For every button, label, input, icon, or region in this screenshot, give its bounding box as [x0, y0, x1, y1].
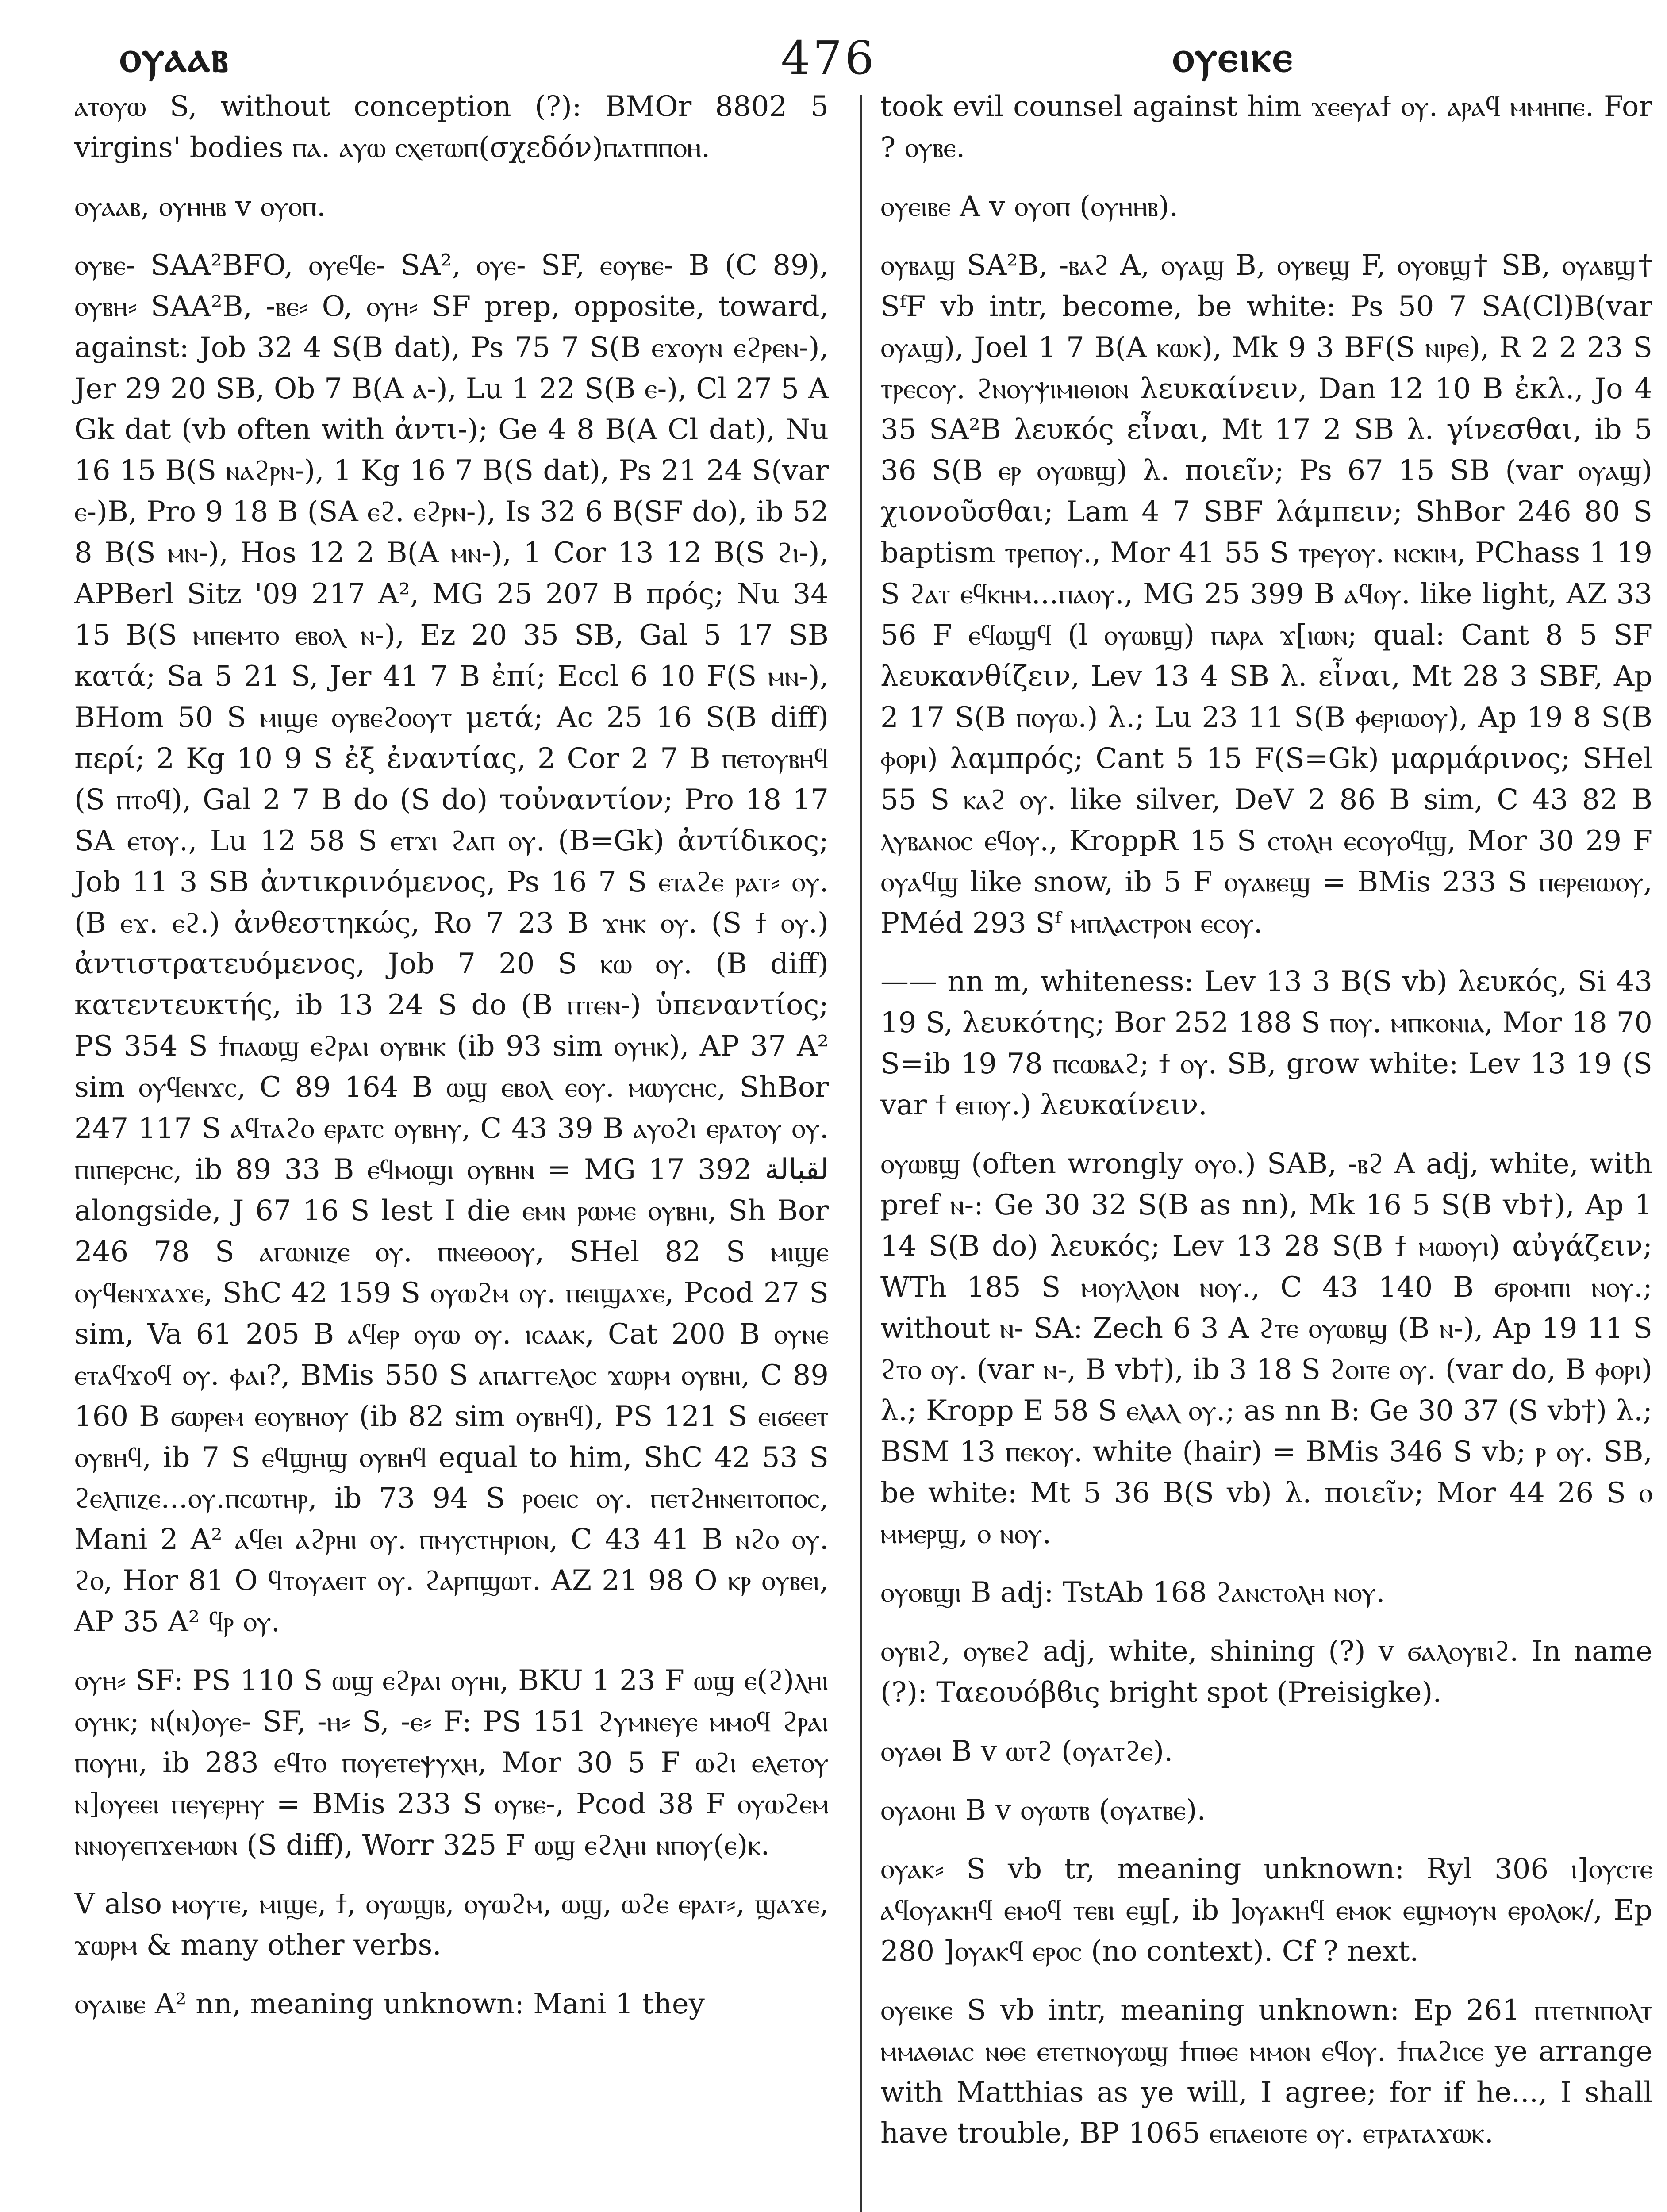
entry-ouobshi: ⲟⲩⲟⲃϣⲓ B adj: TstAb 168 ϩⲁⲛⲥⲧⲟⲗⲏ ⲛⲟⲩ. — [880, 1576, 1385, 1609]
page-number: 476 — [781, 31, 877, 85]
entry-oubash-noun: —— nn m, whiteness: Lev 13 3 B(S vb) λευκός, Si 43 19 S, λευκότης; Bor 252 188 S ⲡⲟⲩ. ⲙⲡⲕⲟⲛⲓⲁ, Mor 18 70 S=ib 19 78 ⲡⲥⲱⲃⲁϩ; ϯ ⲟⲩ. SB, grow white: Lev 13 19 (S var ϯ ⲉⲡⲟⲩ.) λευκαίνειν. — [880, 965, 1652, 1122]
entry-ouathi: ⲟⲩⲁⲑⲓ B v ⲱⲧϩ (ⲟⲩⲁⲧϩⲉ). — [880, 1735, 1173, 1768]
entry-ouobsh-adj: ⲟⲩⲱⲃϣ (often wrongly ⲟⲩⲟ.) SAB, -ⲃϩ A adj, white, with pref ⲛ-: Ge 30 32 S(B as nn), Mk 16 5 S(B vb†), Ap 1 14 S(B do) λευκός; Lev 13 28 S(B ϯ ⲙⲱⲟⲩⲓ) αὐγάζειν; WTh 185 S ⲙⲟⲩⲗⲗⲟⲛ ⲛⲟⲩ., C 43 140 B ϭⲣⲟⲙⲡⲓ ⲛⲟⲩ.; without ⲛ- SA: Zech 6 3 A ϩⲧⲉ ⲟⲩⲱⲃϣ (B ⲛ-), Ap 19 11 S ϩⲧⲟ ⲟⲩ. (var ⲛ-, B vb†), ib 3 18 S ϩⲟⲓⲧⲉ ⲟⲩ. (var do, B ⲫⲟⲣⲓ) λ.; Kropp E 58 S ⲉⲗⲁⲗ ⲟⲩ.; as nn B: Ge 30 37 (S vb†) λ.; BSM 13 ⲡⲉⲕⲟⲩ. white (hair) = BMis 346 S vb; ⲣ ⲟⲩ. SB, be white: Mt 5 36 B(S vb) λ. ποιεῖν; Mor 44 26 S ⲟ ⲙⲙⲉⲣϣ, ⲟ ⲛⲟⲩ. — [880, 1148, 1652, 1551]
column-divider — [860, 95, 862, 2212]
entry-oubih: ⲟⲩⲃⲓϩ, ⲟⲩⲃⲉϩ adj, white, shining (?) v ϭⲁⲗⲟⲩⲃⲓϩ. In name (?): Ταεουόβϐις bright spot (Preisigke). — [880, 1635, 1652, 1709]
entry-oueibe: ⲟⲩⲉⲓⲃⲉ A v ⲟⲩⲟⲡ (ⲟⲩⲏⲏⲃ). — [880, 190, 1179, 223]
entry-oue-subform: ⲟⲩⲏ⸗ SF: PS 110 S ⲱϣ ⲉϩⲣⲁⲓ ⲟⲩⲏⲓ, BKU 1 23 F ⲱϣ ⲉ(ϩ)ⲗⲏⲓ ⲟⲩⲏⲕ; ⲛ(ⲛ)ⲟⲩⲉ- SF, -ⲏ⸗ S, -ⲉ⸗ F: PS 151 ϩⲩⲙⲛⲉⲩⲉ ⲙⲙⲟϥ ϩⲣⲁⲓ ⲡⲟⲩⲏⲓ, ib 283 ⲉϥⲧⲟ ⲡⲟⲩⲉⲧⲉⲯⲩⲭⲏ, Mor 30 5 F ⲱϩⲓ ⲉⲗⲉⲧⲟⲩ ⲛ]ⲟⲩⲉⲉⲓ ⲡⲉⲩⲉⲣⲏⲩ = BMis 233 S ⲟⲩⲃⲉ-, Pcod 38 F ⲟⲩⲱϩⲉⲙ ⲛⲛⲟⲩⲉⲡϫⲉⲙⲱⲛ (S diff), Worr 325 F ⲱϣ ⲉϩⲗⲏⲓ ⲛⲡⲟⲩ(ⲉ)ⲕ. — [74, 1664, 829, 1862]
entry-oubash: ⲟⲩⲃⲁϣ SA²B, -ⲃⲁϩ A, ⲟⲩⲁϣ B, ⲟⲩⲃⲉϣ F, ⲟⲩⲟⲃϣ† SB, ⲟⲩⲁⲃϣ† SᶠF vb intr, become, be white: Ps 50 7 SA(Cl)B(var ⲟⲩⲁϣ), Joel 1 7 B(A ⲕⲱⲕ), Mk 9 3 BF(S ⲛⲓⲣⲉ), R 2 2 23 S ⲧⲣⲉⲥⲟⲩ. ϩⲛⲟⲩⲯⲓⲙⲓⲑⲓⲟⲛ λευκαίνειν, Dan 12 10 B ἐκλ., Jo 4 35 SA²B λευκός εἶναι, Mt 17 2 SB λ. γίνεσθαι, ib 5 36 S(B ⲉⲣ ⲟⲩⲱⲃϣ) λ. ποιεῖν; Ps 67 15 SB (var ⲟⲩⲁϣ) χιονοῦσθαι; Lam 4 7 SBF λάμπειν; ShBor 246 80 S baptism ⲧⲣⲉⲡⲟⲩ., Mor 41 55 S ⲧⲣⲉⲩⲟⲩ. ⲛⲥⲕⲓⲙ, PChass 1 19 S ϩⲁⲧ ⲉϥⲕⲏⲙ...ⲡⲁⲟⲩ., MG 25 399 B ⲁϥⲟⲩ. like light, AZ 33 56 F ⲉϥⲱϣϥ (l ⲟⲩⲱⲃϣ) ⲡⲁⲣⲁ ϫ[ⲓⲱⲛ; qual: Cant 8 5 SF λευκανθίζειν, Lev 13 4 SB λ. εἶναι, Mt 28 3 SBF, Ap 2 17 S(B ⲡⲟⲩⲱ.) λ.; Lu 23 11 S(B ⲫⲉⲣⲓⲱⲟⲩ), Ap 19 8 S(B ⲫⲟⲣⲓ) λαμπρός; Cant 5 15 F(S=Gk) μαρμάρινος; SHel 55 S ⲕⲁϩ ⲟⲩ. like silver, DeV 2 86 B sim, C 43 82 B ⲗⲩⲃⲁⲛⲟⲥ ⲉϥⲟⲩ., KroppR 15 S ⲥⲧⲟⲗⲏ ⲉⲥⲟⲩⲟϥϣ, Mor 30 29 F ⲟⲩⲁϥϣ like snow, ib 5 F ⲟⲩⲁⲃⲉϣ = BMis 233 S ⲡⲉⲣⲉⲓⲱⲟⲩ, PMéd 293 Sᶠ ⲙⲡⲗⲁⲥⲧⲣⲟⲛ ⲉⲥⲟⲩ. — [880, 249, 1652, 940]
running-head — [75, 22, 1663, 88]
entry-oube: ⲟⲩⲃⲉ- SAA²BFO, ⲟⲩⲉϥⲉ- SA², ⲟⲩⲉ- SF, ⲉⲟⲩⲃⲉ- B (C 89), ⲟⲩⲃⲏ⸗ SAA²B, -ⲃⲉ⸗ O, ⲟⲩⲏ⸗ SF prep, opposite, toward, against: Job 32 4 S(B dat), Ps 75 7 S(B ⲉϫⲟⲩⲛ ⲉϩⲣⲉⲛ-), Jer 29 20 SB, Ob 7 B(A ⲁ-), Lu 1 22 S(B ⲉ-), Cl 27 5 A Gk dat (vb often with ἀντι-); Ge 4 8 B(A Cl dat), Nu 16 15 B(S ⲛⲁϩⲣⲛ-), 1 Kg 16 7 B(S dat), Ps 21 24 S(var ⲉ-)B, Pro 9 18 B (SA ⲉϩ. ⲉϩⲣⲛ-), Is 32 6 B(SF do), ib 52 8 B(S ⲙⲛ-), Hos 12 2 B(A ⲙⲛ-), 1 Cor 13 12 B(S ϩⲓ-), APBerl Sitz '09 217 A², MG 25 207 B πρός; Nu 34 15 B(S ⲙⲡⲉⲙⲧⲟ ⲉⲃⲟⲗ ⲛ-), Ez 20 35 SB, Gal 5 17 SB κατά; Sa 5 21 S, Jer 41 7 B ἐπί; Eccl 6 10 F(S ⲙⲛ-), BHom 50 S ⲙⲓϣⲉ ⲟⲩⲃⲉϩⲟⲟⲩⲧ μετά; Ac 25 16 S(B diff) περί; 2 Kg 10 9 S ἐξ ἐναντίας, 2 Cor 2 7 B ⲡⲉⲧⲟⲩⲃⲏϥ (S ⲡⲧⲟϥ), Gal 2 7 B do (S do) τοὐναντίον; Pro 18 17 SA ⲉⲧⲟⲩ., Lu 12 58 S ⲉⲧϫⲓ ϩⲁⲡ ⲟⲩ. (B=Gk) ἀντίδικος; Job 11 3 SB ἀντικρινόμενος, Ps 16 7 S ⲉⲧⲁϩⲉ ⲣⲁⲧ⸗ ⲟⲩ. (B ⲉϫ. ⲉϩ.) ἀνθεστηκώς, Ro 7 23 B ϫⲏⲕ ⲟⲩ. (S ϯ ⲟⲩ.) ἀντιστρατευόμενος, Job 7 20 S ⲕⲱ ⲟⲩ. (B diff) κατεντευκτής, ib 13 24 S do (B ⲡⲧⲉⲛ-) ὑπεναντίος; PS 354 S ϯⲡⲁⲱϣ ⲉϩⲣⲁⲓ ⲟⲩⲃⲏⲕ (ib 93 sim ⲟⲩⲏⲕ), AP 37 A² sim ⲟⲩϥⲉⲛϫⲥ, C 89 164 B ⲱϣ ⲉⲃⲟⲗ ⲉⲟⲩ. ⲙⲱⲩⲥⲏⲥ, ShBor 247 117 S ⲁϥⲧⲁϩⲟ ⲉⲣⲁⲧⲥ ⲟⲩⲃⲏⲩ, C 43 39 B ⲁⲩⲟϩⲓ ⲉⲣⲁⲧⲟⲩ ⲟⲩ. ⲡⲓⲡⲉⲣⲥⲏⲥ, ib 89 33 B ⲉϥⲙⲟϣⲓ ⲟⲩⲃⲏⲛ = MG 17 392 لقبالة alongside, J 67 16 S lest I die ⲉⲙⲛ ⲣⲱⲙⲉ ⲟⲩⲃⲏⲓ, Sh Bor 246 78 S ⲁⲅⲱⲛⲓⲍⲉ ⲟⲩ. ⲡⲛⲉⲑⲟⲟⲩ, SHel 82 S ⲙⲓϣⲉ ⲟⲩϥⲉⲛϫⲁϫⲉ, ShC 42 159 S ⲟⲩⲱϩⲙ ⲟⲩ. ⲡⲉⲓϣⲁϫⲉ, Pcod 27 S sim, Va 61 205 B ⲁϥⲉⲣ ⲟⲩⲱ ⲟⲩ. ⲓⲥⲁⲁⲕ, Cat 200 B ⲟⲩⲛⲉ ⲉⲧⲁϥϫⲟϥ ⲟⲩ. ⲫⲁⲓ?, BMis 550 S ⲁⲡⲁⲅⲅⲉⲗⲟⲥ ϫⲱⲣⲙ ⲟⲩⲃⲏⲓ, C 89 160 B ϭⲱⲣⲉⲙ ⲉⲟⲩⲃⲏⲟⲩ (ib 82 sim ⲟⲩⲃⲏϥ), PS 121 S ⲉⲓϭⲉⲉⲧ ⲟⲩⲃⲏϥ, ib 7 S ⲉϥϣⲏϣ ⲟⲩⲃⲏϥ equal to him, ShC 42 53 S ϩⲉⲗⲡⲓⲍⲉ...ⲟⲩ.ⲡⲥⲱⲧⲏⲣ, ib 73 94 S ⲣⲟⲉⲓⲥ ⲟⲩ. ⲡⲉⲧϩⲏⲛⲉⲓⲧⲟⲡⲟⲥ, Mani 2 A² ⲁϥⲉⲓ ⲁϩⲣⲏⲓ ⲟⲩ. ⲡⲙⲩⲥⲧⲏⲣⲓⲟⲛ, C 43 41 B ⲛϩⲟ ⲟⲩ. ϩⲟ, Hor 81 O ϥⲧⲟⲩⲁⲉⲓⲧ ⲟⲩ. ϩⲁⲣⲡϣⲱⲧ. AZ 21 98 O ⲕⲣ ⲟⲩⲃⲉⲓ, AP 35 A² ϥⲣ ⲟⲩ. — [74, 249, 829, 1639]
entry-see-also-verbs: V also ⲙⲟⲩⲧⲉ, ⲙⲓϣⲉ, ϯ, ⲟⲩⲱϣⲃ, ⲟⲩⲱϩⲙ, ⲱϣ, ⲱϩⲉ ⲉⲣⲁⲧ⸗, ϣⲁϫⲉ, ϫⲱⲣⲙ & many other verbs. — [74, 1887, 829, 1962]
entry-continuation-ouaibe: took evil counsel against him ϫⲉⲉⲩⲁϯ ⲟⲩ. ⲁⲣⲁϥ ⲙⲙⲏⲡⲉ. For ? ⲟⲩⲃⲉ. — [880, 90, 1652, 164]
entry-ouaab: ⲟⲩⲁⲁⲃ, ⲟⲩⲏⲏⲃ v ⲟⲩⲟⲡ. — [74, 190, 326, 223]
entry-ouak: ⲟⲩⲁⲕ⸗ S vb tr, meaning unknown: Ryl 306 ⲓ]ⲟⲩⲥⲧⲉ ⲁϥⲟⲩⲁⲕⲏϥ ⲉⲙⲟϥ ⲧⲉⲃⲓ ⲉϣ[, ib ]ⲟⲩⲁⲕⲏϥ ⲉⲙⲟⲕ ⲉϣⲙⲟⲩⲛ ⲉⲣⲟⲗⲟⲕ/, Ep 280 ]ⲟⲩⲁⲕϥ ⲉⲣⲟⲥ (no context). Cf ? next. — [880, 1852, 1652, 1968]
entry-oueike: ⲟⲩⲉⲓⲕⲉ S vb intr, meaning unknown: Ep 261 ⲡⲧⲉⲧⲛⲡⲟⲗⲧ ⲙⲙⲁⲑⲓⲁⲥ ⲛⲑⲉ ⲉⲧⲉⲧⲛⲟⲩⲱϣ ϯⲡⲓⲑⲉ ⲙⲙⲟⲛ ⲉϥⲟⲩ. ϯⲡⲁϩⲓⲥⲉ ye arrange with Matthias as ye will, I agree; for if he..., I shall have trouble, BP 1065 ⲉⲡⲁⲉⲓⲟⲧⲉ ⲟⲩ. ⲉⲧⲣⲁⲧⲁϫⲱⲕ. — [880, 1993, 1652, 2150]
running-head-right-headword: ⲟⲩⲉⲓⲕⲉ — [1172, 31, 1294, 82]
entry-ouathei: ⲟⲩⲁⲑⲏⲓ B v ⲟⲩⲱⲧⲃ (ⲟⲩⲁⲧⲃⲉ). — [880, 1794, 1206, 1827]
entry-ouaibe: ⲟⲩⲁⲓⲃⲉ A² nn, meaning unknown: Mani 1 they — [74, 1987, 705, 2020]
left-column — [74, 86, 829, 2042]
entry-continuation-atoyo: ⲁⲧⲟⲩⲱ S, without conception (?): BMOr 8802 5 virgins' bodies ⲡⲁ. ⲁⲩⲱ ⲥⲭⲉⲧⲱⲡ(σχεδόν)ⲡⲁⲧⲡⲡⲟⲏ. — [74, 90, 829, 164]
running-head-left-headword: ⲟⲩⲁⲁⲃ — [119, 31, 230, 82]
right-column — [880, 86, 1652, 2172]
